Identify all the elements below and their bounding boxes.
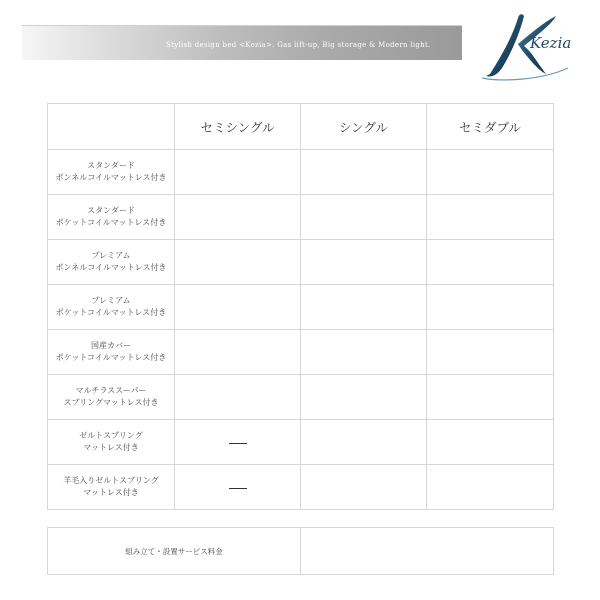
table-cell [301, 420, 427, 465]
row-label-line: マットレス付き [83, 443, 139, 452]
table-cell [301, 375, 427, 420]
table-cell [427, 285, 554, 330]
table-cell [301, 150, 427, 195]
table-cell [175, 240, 301, 285]
table-cell [301, 465, 427, 510]
table-cell [175, 375, 301, 420]
row-label [48, 240, 175, 285]
row-label [48, 330, 175, 375]
table-cell [175, 465, 301, 510]
row-label [48, 285, 175, 330]
service-label: 組み立て・設置サービス料金 [48, 528, 301, 575]
table-cell [427, 195, 554, 240]
row-label-line: 羊毛入りゼルトスプリング [63, 476, 159, 485]
corner-cell [48, 104, 175, 150]
row-label-line: ポケットコイルマットレス付き [55, 308, 167, 317]
table-row [48, 420, 554, 465]
table-row [48, 285, 554, 330]
table-cell [427, 240, 554, 285]
table-row [48, 150, 554, 195]
row-label [48, 195, 175, 240]
kezia-logo [472, 8, 584, 84]
table-cell [175, 330, 301, 375]
row-label [48, 465, 175, 510]
table-row [48, 330, 554, 375]
table-cell [427, 150, 554, 195]
table-cell [175, 150, 301, 195]
row-label-line: 国産カバー [91, 341, 131, 350]
table-row [48, 465, 554, 510]
row-label-line: スタンダード [87, 161, 135, 170]
row-label-line: プレミアム [91, 251, 131, 260]
table-cell [301, 240, 427, 285]
table-cell [427, 420, 554, 465]
row-label [48, 420, 175, 465]
row-label-line: マットレス付き [83, 488, 139, 497]
logo-text: Kezia [530, 34, 572, 52]
service-row [48, 528, 554, 575]
table-header-row [48, 104, 554, 150]
not-available-dash [229, 488, 247, 489]
table-cell [175, 195, 301, 240]
service-value [301, 528, 554, 575]
row-label [48, 375, 175, 420]
row-label-line: スタンダード [87, 206, 135, 215]
table-cell [301, 285, 427, 330]
not-available-dash [229, 443, 247, 444]
row-label-line: マルチラススーパー [75, 386, 147, 395]
table-cell [175, 285, 301, 330]
row-label-line: ポケットコイルマットレス付き [55, 353, 167, 362]
table-cell [301, 330, 427, 375]
row-label-line: ゼルトスプリング [79, 431, 143, 440]
table-cell [427, 375, 554, 420]
row-label [48, 150, 175, 195]
row-label-line: ボンネルコイルマットレス付き [55, 173, 167, 182]
table-cell [427, 330, 554, 375]
column-header-semi-single: セミシングル [175, 104, 301, 150]
column-header-single: シングル [301, 104, 427, 150]
row-label-line: スプリングマットレス付き [63, 398, 159, 407]
size-price-table [47, 103, 554, 510]
row-label-line: プレミアム [91, 296, 131, 305]
table-cell [427, 465, 554, 510]
table-cell [175, 420, 301, 465]
column-header-semi-double: セミダブル [427, 104, 554, 150]
table-row [48, 195, 554, 240]
service-fee-table [47, 527, 554, 575]
banner-tagline: Stylish design bed <Kezia>. Gas lift-up, Big storage & Modern light. [166, 41, 431, 49]
table-cell [301, 195, 427, 240]
row-label-line: ボンネルコイルマットレス付き [55, 263, 167, 272]
table-row [48, 240, 554, 285]
row-label-line: ポケットコイルマットレス付き [55, 218, 167, 227]
table-row [48, 375, 554, 420]
